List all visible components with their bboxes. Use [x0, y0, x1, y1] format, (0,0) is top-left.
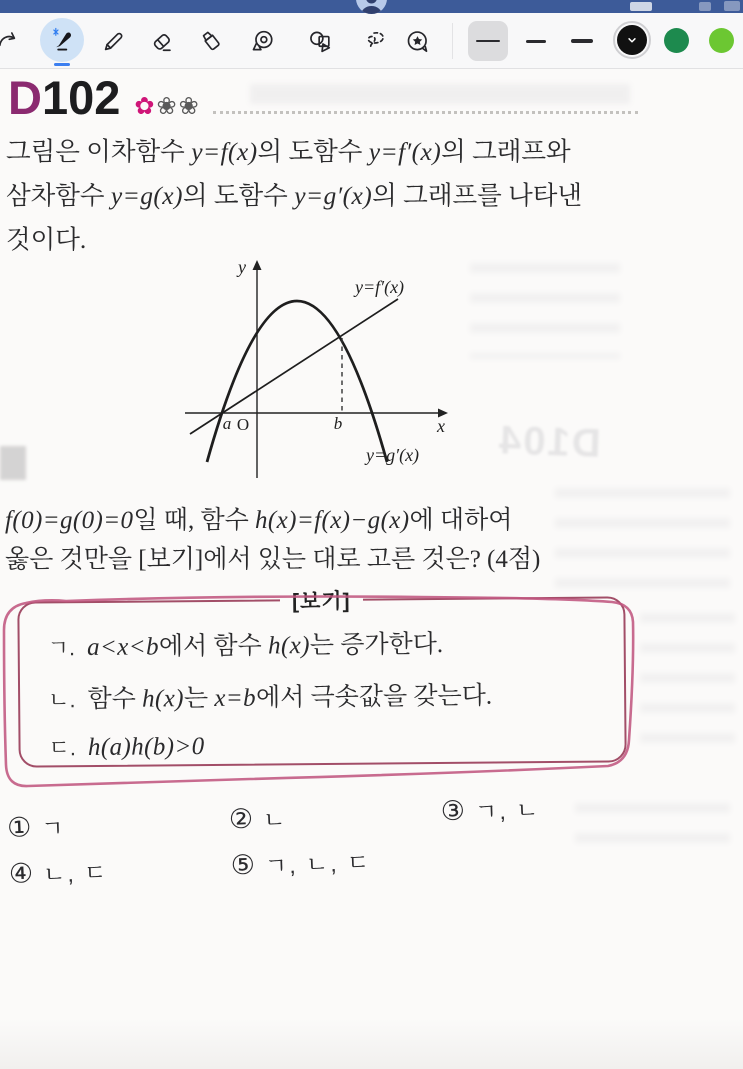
- text-run: 의 도함수: [182, 181, 295, 210]
- pencil-tool-button[interactable]: [98, 26, 128, 56]
- text-run: 에서 함수: [158, 632, 269, 661]
- y-axis-arrow: [253, 260, 262, 270]
- color-swatch-light-green[interactable]: [709, 28, 734, 53]
- stroke-width-thick-preview: [571, 39, 593, 43]
- answer-choice: [230, 837, 443, 885]
- problem-id-prefix: D: [8, 71, 42, 124]
- choice-number: ④: [8, 857, 34, 889]
- pen-tool-button[interactable]: [40, 18, 84, 62]
- answer-choice: [228, 791, 441, 839]
- bogi-item: [48, 726, 616, 762]
- stroke-width-medium-preview: [526, 40, 546, 43]
- choice-label: ㄱ: [40, 814, 67, 842]
- difficulty-flower-filled: ✿: [134, 93, 155, 120]
- graph-figure: [150, 256, 470, 486]
- highlighter-icon: [198, 28, 225, 55]
- math-expression: h(x)=f(x)−g(x): [255, 507, 410, 534]
- tape-tool-button[interactable]: [247, 26, 277, 56]
- answer-choice: [6, 800, 229, 848]
- difficulty-rating: [134, 95, 200, 119]
- redo-icon: [0, 28, 22, 54]
- shapes-tool-button[interactable]: [305, 26, 335, 56]
- bluetooth-pen-icon: [49, 27, 75, 53]
- math-expression: h(x): [267, 632, 310, 660]
- text-run: 의 그래프를 나타낸: [372, 181, 582, 210]
- text-line: [5, 540, 665, 579]
- problem-id-number: 102: [41, 71, 121, 124]
- toolbar-divider: [452, 23, 453, 59]
- stroke-width-thick-button[interactable]: [562, 21, 602, 61]
- text-run: 의 그래프와: [441, 137, 571, 166]
- text-run: 의 도함수: [257, 137, 369, 166]
- text-run: 에 대하여: [409, 507, 513, 534]
- point-b-label: b: [333, 414, 343, 433]
- text-run: 일 때, 함수: [133, 507, 255, 534]
- bogi-box: [17, 589, 626, 767]
- x-axis-label: x: [437, 416, 445, 436]
- text-line: [6, 130, 656, 174]
- math-expression: h(a)h(b)>0: [87, 733, 205, 762]
- math-expression: y=f(x): [191, 137, 258, 166]
- choice-label: ㄱ, ㄴ, ㄷ: [264, 848, 372, 879]
- text-run: 그림은 이차함수: [6, 137, 192, 166]
- difficulty-flower-outline: ❀❀: [156, 93, 201, 120]
- g-prime-label: y=g′(x): [366, 445, 420, 465]
- answer-choices: [6, 783, 674, 894]
- sticker-tool-button[interactable]: [402, 26, 432, 56]
- bleedthrough-smudge: [470, 263, 620, 359]
- bogi-item-marker: ㄴ.: [48, 687, 76, 713]
- bleedthrough-smudge: [0, 446, 26, 480]
- text-run: 것이다.: [6, 225, 87, 254]
- math-expression: y=g′(x): [294, 181, 373, 210]
- text-run: 삼차함수: [6, 181, 111, 210]
- choice-number: ⑤: [230, 849, 256, 880]
- point-a-label: a: [222, 414, 232, 433]
- highlighter-tool-button[interactable]: [196, 26, 226, 56]
- bleedthrough-smudge: [640, 613, 735, 763]
- pencil-icon: [100, 28, 127, 55]
- shapes-icon: [307, 28, 334, 55]
- topbar-icon[interactable]: [630, 2, 652, 11]
- topbar-icon[interactable]: [724, 1, 740, 11]
- lasso-tool-button[interactable]: [358, 26, 388, 56]
- topbar-icon[interactable]: [699, 2, 711, 11]
- document-page: [0, 68, 743, 1069]
- y-axis-label: y: [238, 257, 246, 277]
- f-prime-label: y=f′(x): [355, 277, 405, 297]
- text-run: 는: [183, 684, 215, 713]
- choice-number: ①: [6, 811, 32, 843]
- bogi-item-marker: ㄱ.: [47, 635, 76, 661]
- choice-number: ③: [440, 794, 466, 826]
- choice-number: ②: [228, 803, 254, 834]
- color-swatch-green[interactable]: [664, 28, 689, 53]
- math-expression: a<x<b: [86, 633, 160, 662]
- tape-icon: [249, 28, 276, 55]
- dotted-leader: [213, 111, 638, 114]
- text-line: [6, 174, 656, 218]
- problem-id: [8, 71, 121, 124]
- answer-choice: [8, 845, 231, 893]
- bleedthrough-ghost-id: D104: [496, 418, 602, 466]
- active-tool-indicator: [54, 63, 70, 66]
- chevron-down-icon: [625, 33, 639, 47]
- bogi-item: [48, 622, 616, 663]
- answer-choice: [440, 783, 672, 832]
- f-prime-line: [190, 299, 398, 434]
- math-expression: y=f′(x): [368, 137, 442, 166]
- eraser-tool-button[interactable]: [146, 26, 176, 56]
- choice-label: ㄴ: [262, 805, 288, 833]
- choice-label: ㄱ, ㄴ: [474, 796, 541, 825]
- stroke-width-thin-preview: [476, 40, 500, 42]
- origin-label: O: [236, 415, 250, 434]
- bogi-items: [19, 598, 624, 762]
- math-expression: f(0)=g(0)=0: [5, 507, 134, 534]
- color-swatch-black[interactable]: [617, 25, 647, 55]
- bogi-label: [보기]: [280, 585, 363, 616]
- text-line: [5, 501, 665, 540]
- text-run: 함수: [87, 685, 143, 714]
- g-prime-curve: [207, 301, 387, 462]
- text-run: 에서 극솟값을 갖는다.: [255, 682, 493, 712]
- math-expression: h(x): [141, 685, 185, 713]
- text-run: 는 증가한다.: [309, 630, 444, 660]
- lasso-icon: [360, 28, 387, 55]
- bogi-item: [48, 674, 616, 715]
- text-run: 옳은 것만을 [보기]에서 있는 대로 고른 것은? (4점): [5, 546, 541, 573]
- star-sticker-icon: [404, 28, 431, 55]
- eraser-icon: [148, 28, 175, 55]
- problem-statement: [6, 130, 656, 262]
- choice-label: ㄴ, ㄷ: [42, 858, 109, 888]
- annotation-toolbar: [0, 13, 743, 69]
- stroke-width-medium-button[interactable]: [516, 21, 556, 61]
- problem-condition: [5, 501, 665, 579]
- stroke-width-thin-button[interactable]: [468, 21, 508, 61]
- bogi-item-marker: ㄷ.: [48, 735, 77, 761]
- redo-button[interactable]: [0, 26, 24, 56]
- problem-header: [8, 71, 638, 124]
- avatar[interactable]: [356, 0, 387, 14]
- math-expression: y=g(x): [110, 181, 183, 210]
- math-expression: x=b: [214, 684, 257, 712]
